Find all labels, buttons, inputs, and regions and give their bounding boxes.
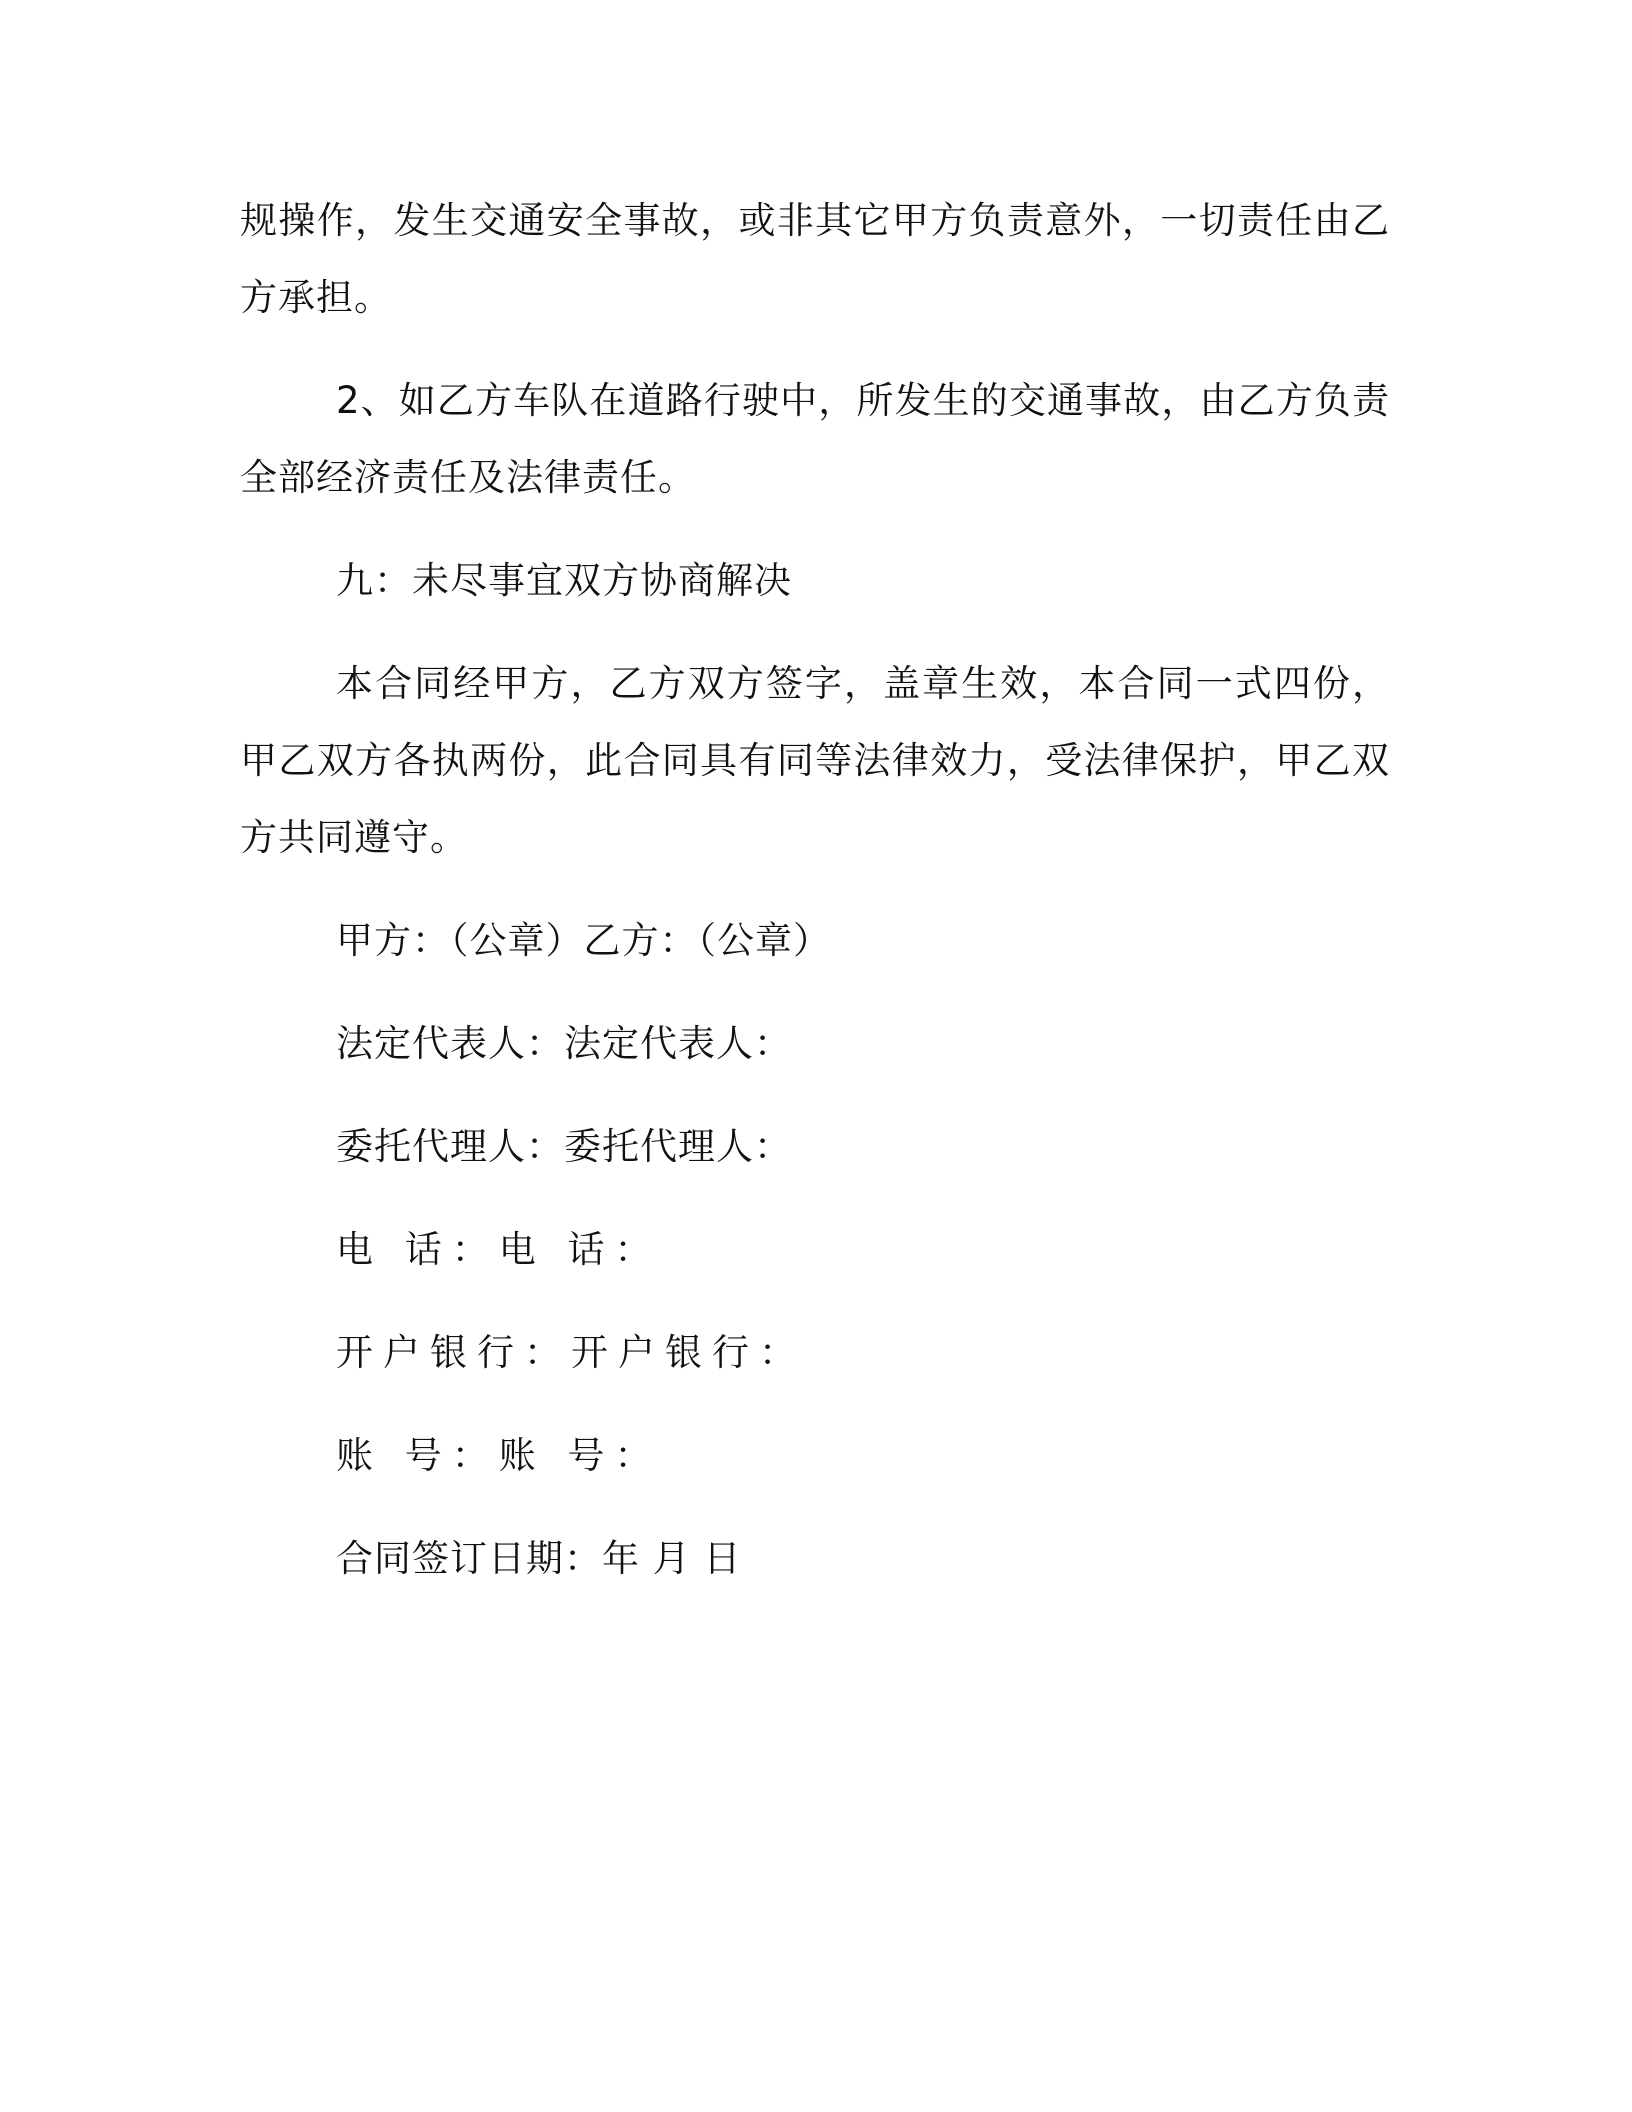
paragraph-liability-continued: 规操作，发生交通安全事故，或非其它甲方负责意外，一切责任由乙方承担。 (240, 199, 1390, 319)
section-nine-heading: 九：未尽事宜双方协商解决 (336, 559, 792, 602)
signature-phone-line: 电 话：电 话： (336, 1228, 662, 1271)
signature-bank-line: 开户银行：开户银行： (336, 1331, 806, 1374)
paragraph-traffic-accident: 2、如乙方车队在道路行驶中，所发生的交通事故，由乙方负责全部经济责任及法律责任。 (240, 379, 1390, 499)
signature-seal-line: 甲方：（公章）乙方：（公章） (336, 919, 831, 962)
signature-agent-line: 委托代理人：委托代理人： (336, 1125, 792, 1168)
signature-legal-rep-line: 法定代表人：法定代表人： (336, 1022, 792, 1065)
signature-date-line: 合同签订日期：年 月 日 (336, 1537, 742, 1580)
paragraph-contract-effect: 本合同经甲方，乙方双方签字，盖章生效，本合同一式四份，甲乙双方各执两份，此合同具有同等法律效力，受法律保护，甲乙双方共同遵守。 (240, 662, 1390, 859)
signature-account-line: 账 号：账 号： (336, 1434, 662, 1477)
document-body (240, 182, 1390, 1623)
